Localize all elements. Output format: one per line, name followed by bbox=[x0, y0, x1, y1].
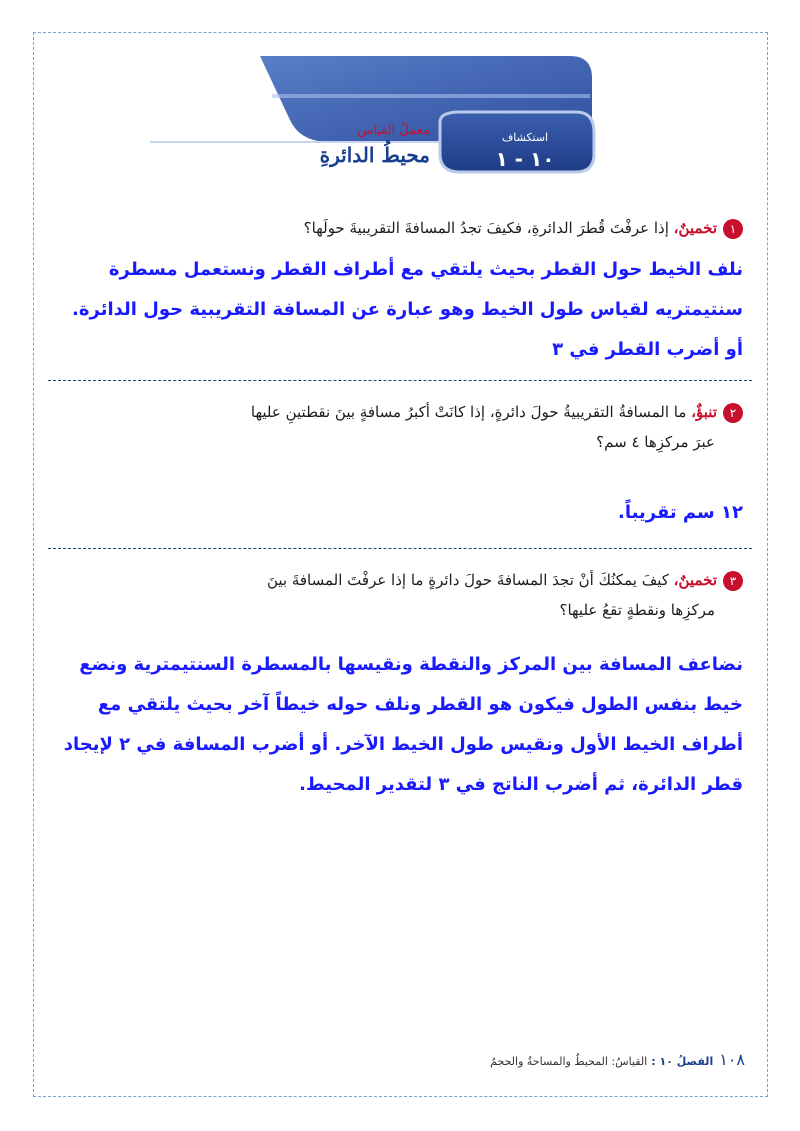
question-text-continued: عبرَ مركزِها ٤ سم؟ bbox=[596, 433, 715, 451]
question-1 bbox=[304, 213, 743, 243]
question-text: كيفَ يمكنُكَ أنْ تجدَ المسافةَ حولَ دائرةٍ ما إذا عرفْتَ المسافةَ بينَ bbox=[266, 571, 669, 589]
question-tag: تنبؤٌ، bbox=[691, 403, 717, 421]
answer-1: نلف الخيط حول القطر بحيث يلتقي مع أطراف القطر ونستعمل مسطرة سنتيمتريه لقياس طول الخيط وهو عبارة عن المسافة التقريبية حول الدائرة. أو أضرب القطر في ٣ bbox=[72, 259, 743, 360]
section-divider bbox=[48, 548, 752, 549]
question-tag: تخمينٌ، bbox=[673, 571, 717, 589]
lab-label: معملُ القياس bbox=[357, 123, 430, 138]
question-3 bbox=[267, 565, 743, 625]
page-title: محيطُ الدائرةِ bbox=[319, 143, 430, 167]
question-number-badge: ١ bbox=[723, 219, 743, 239]
chapter-label: الفصلُ ١٠ : bbox=[651, 1055, 714, 1068]
chapter-title: القياسُ: المحيطُ والمساحةُ والحجمُ bbox=[490, 1055, 648, 1068]
question-text: ما المسافةُ التقريبيةُ حولَ دائرةٍ، إذا كانَتْ أكبرُ مسافةٍ بينَ نقطتينِ عليها bbox=[250, 403, 687, 421]
answer-3: نضاعف المسافة بين المركز والنقطة ونقيسها بالمسطرة السنتيمترية ونضع خيط بنفس الطول فيكون هو القطر ونلف حوله خيطاً آخر بحيث يلتقي مع أطراف الخيط الأول ونقيس طول الخيط الآخر. أو أضرب المسافة في ٢ لإيجاد قطر الدائرة، ثم أضرب الناتج في ٣ لتقدير المحيط. bbox=[63, 654, 743, 795]
question-text-continued: مركزِها ونقطةٍ تقعُ عليها؟ bbox=[559, 601, 715, 619]
question-2 bbox=[251, 397, 743, 457]
question-text: إذا عرفْتَ قُطرَ الدائرةِ، فكيفَ تجدُ المسافةَ التقريبيةَ حولَها؟ bbox=[303, 219, 669, 237]
explore-label: استكشاف bbox=[501, 131, 549, 144]
question-tag: تخمينٌ، bbox=[673, 219, 717, 237]
page-number: ١٠٨ bbox=[719, 1050, 745, 1069]
answer-2: ١٢ سم تقريباً. bbox=[618, 502, 743, 523]
explore-number: ١٠ - ١ bbox=[495, 147, 555, 171]
section-divider bbox=[48, 380, 752, 381]
question-number-badge: ٣ bbox=[723, 571, 743, 591]
question-number-badge: ٢ bbox=[723, 403, 743, 423]
page-footer bbox=[490, 1050, 745, 1069]
